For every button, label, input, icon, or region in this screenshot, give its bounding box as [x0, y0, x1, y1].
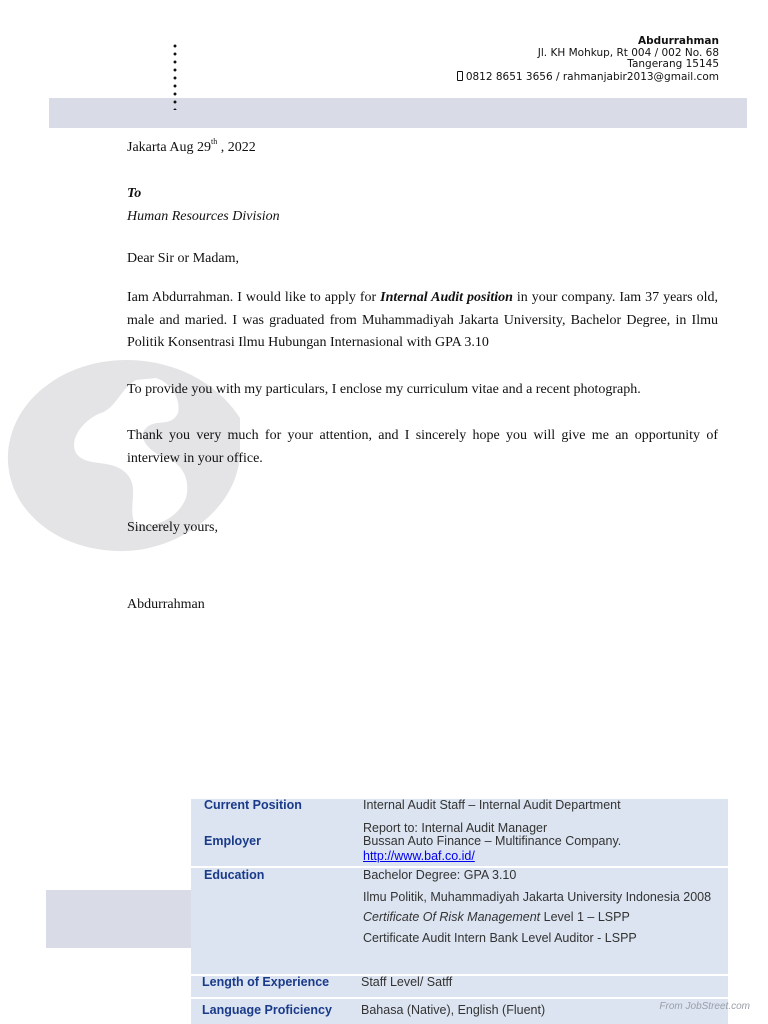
- row-separator: [191, 997, 728, 999]
- experience-label: Length of Experience: [202, 975, 330, 989]
- language-label: Language Proficiency: [202, 1003, 332, 1017]
- employer-label: Employer: [204, 834, 261, 848]
- paragraph-enclosure: To provide you with my particulars, I enclose my curriculum vitae and a recent photograph.: [127, 382, 641, 397]
- education-certificate-audit: Certificate Audit Intern Bank Level Auditor - LSPP: [363, 931, 637, 945]
- date-text: Jakarta Aug 29: [127, 140, 211, 155]
- current-position-label: Current Position: [204, 798, 302, 812]
- summary-side-band: [46, 890, 192, 948]
- certificate-risk-name: Certificate Of Risk Management: [363, 910, 541, 924]
- education-degree: Bachelor Degree: GPA 3.10: [363, 868, 517, 882]
- paragraph-intro: [127, 287, 718, 355]
- employer-link[interactable]: http://www.baf.co.id/: [363, 849, 475, 863]
- contact-phone-email-text: 0812 8651 3656 / rahmanjabir2013@gmail.com: [465, 70, 719, 83]
- certificate-risk-level: Level 1 – LSPP: [540, 910, 630, 924]
- intro-text-b: in your company. Iam 37 years old, male and maried. I was graduated from Muhammadiyah Jakarta University, Bachelor Degree, in Ilmu Politik Konsentrasi Ilmu Hubungan Internasional with GPA 3.10: [127, 290, 719, 350]
- education-label: Education: [204, 868, 265, 882]
- closing: Sincerely yours,: [127, 520, 218, 535]
- recipient-department: Human Resources Division: [127, 209, 280, 224]
- summary-table: [191, 799, 728, 1024]
- employer-value: Bussan Auto Finance – Multifinance Company.: [363, 834, 622, 848]
- date-suffix-sup: th: [210, 137, 218, 146]
- header-band: [49, 98, 747, 128]
- current-position-value: Internal Audit Staff – Internal Audit Department: [363, 798, 621, 812]
- education-university: Ilmu Politik, Muhammadiyah Jakarta University Indonesia 2008: [363, 890, 712, 904]
- education-certificate-risk: [363, 910, 630, 924]
- report-to: Report to: Internal Audit Manager: [363, 821, 548, 835]
- language-value: Bahasa (Native), English (Fluent): [361, 1003, 546, 1017]
- phone-icon: [457, 71, 463, 81]
- contact-address-line1: Jl. KH Mohkup, Rt 004 / 002 No. 68: [537, 46, 719, 59]
- salutation: Dear Sir or Madam,: [127, 251, 239, 266]
- jobstreet-watermark: From JobStreet.com: [659, 1001, 750, 1012]
- letter-date: [127, 137, 718, 160]
- recipient-label: To: [127, 186, 142, 201]
- contact-block: [457, 36, 719, 83]
- intro-text-a: Iam Abdurrahman. I would like to apply for: [127, 290, 381, 305]
- intro-position: Internal Audit position: [380, 290, 513, 305]
- signature: Abdurrahman: [127, 597, 205, 612]
- date-year: , 2022: [217, 140, 256, 155]
- paragraph-thanks: Thank you very much for your attention, and I sincerely hope you will give me an opportunity of interview in your office.: [127, 428, 718, 466]
- contact-name: Abdurrahman: [637, 35, 719, 47]
- experience-value: Staff Level/ Satff: [361, 975, 453, 989]
- contact-address-line2: Tangerang 15145: [627, 58, 719, 70]
- dotted-divider: [173, 42, 177, 110]
- contact-phone-email: [457, 71, 719, 84]
